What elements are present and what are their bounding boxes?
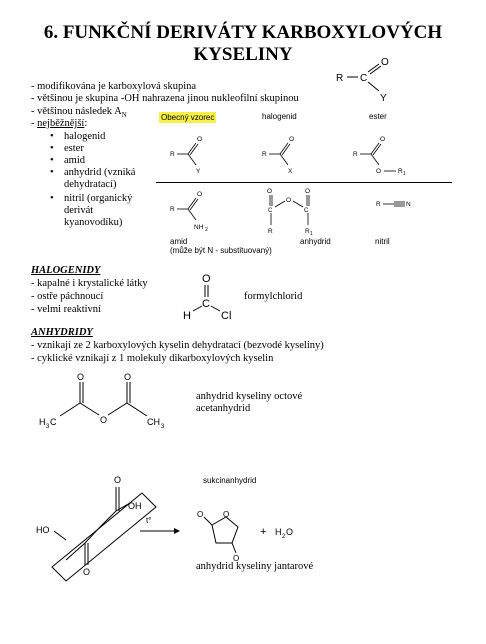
svg-text:O: O xyxy=(223,510,230,519)
acetic-anhydride-label-1: anhydrid kyseliny octové xyxy=(196,391,303,402)
svg-text:t°: t° xyxy=(146,516,152,525)
svg-text:O: O xyxy=(114,475,122,485)
anhydrides-line-2: - cyklické vznikají z 1 molekuly dikarboxylových kyselin xyxy=(31,353,274,364)
page-title-line2: KYSELINY xyxy=(193,44,293,65)
list-item: • nitril (organický derivát kyanovodíku) xyxy=(48,193,158,229)
svg-text:O: O xyxy=(202,273,211,285)
halogenides-line-3: - velmi reaktivní xyxy=(31,304,101,315)
atom-y: Y xyxy=(380,93,387,104)
list-item: • anhydrid (vzniká dehydratací) xyxy=(48,167,158,191)
svg-text:+: + xyxy=(260,526,267,538)
svg-text:C: C xyxy=(268,208,273,214)
structure-anhydrid xyxy=(267,188,313,237)
label-nitril: nitril xyxy=(375,237,390,246)
intro-line-4: - nejběžnější: xyxy=(31,118,88,129)
intro-line-3: - většinou následek $A_N$ xyxy=(31,106,127,120)
svg-text:X: X xyxy=(288,168,293,175)
page-title: 6. FUNKČNÍ DERIVÁTY KARBOXYLOVÝCH xyxy=(43,22,443,43)
formylchloride-label: formylchlorid xyxy=(244,291,303,302)
svg-text:2: 2 xyxy=(205,227,208,233)
halogenides-line-1: - kapalné i krystalické látky xyxy=(31,278,148,289)
svg-text:1: 1 xyxy=(310,231,313,237)
general-formula-diagram xyxy=(330,55,410,105)
svg-text:R: R xyxy=(262,151,267,158)
svg-text:NH: NH xyxy=(194,224,204,231)
structure-ester xyxy=(353,136,406,177)
label-general-formula: Obecný vzorec xyxy=(161,113,215,122)
svg-text:O: O xyxy=(286,527,294,537)
svg-text:R: R xyxy=(268,228,273,235)
svg-text:O: O xyxy=(289,136,295,143)
structure-general xyxy=(170,136,202,175)
svg-text:HO: HO xyxy=(36,525,50,535)
svg-text:Y: Y xyxy=(196,168,201,175)
svg-text:O: O xyxy=(380,136,386,143)
svg-text:O: O xyxy=(124,372,132,382)
svg-text:3: 3 xyxy=(161,424,165,430)
section-heading-halogenides: HALOGENIDY xyxy=(31,265,101,276)
svg-text:O: O xyxy=(267,188,273,195)
svg-text:N: N xyxy=(406,201,411,208)
structures-row-2 xyxy=(160,185,460,240)
svg-text:O: O xyxy=(197,510,204,519)
svg-text:O: O xyxy=(77,372,85,382)
halogenides-line-2: - ostře páchnoucí xyxy=(31,291,104,302)
svg-text:1: 1 xyxy=(403,171,406,177)
label-halogenid: halogenid xyxy=(262,112,297,121)
svg-text:O: O xyxy=(305,188,311,195)
structure-halogenid xyxy=(262,136,294,175)
label-amid-note: (může být N - substituovaný) xyxy=(170,246,272,255)
structures-row-1 xyxy=(160,125,460,185)
label-amid: amid xyxy=(170,237,188,246)
svg-text:OH: OH xyxy=(128,501,142,511)
svg-text:R: R xyxy=(170,206,175,213)
list-item: • halogenid xyxy=(48,131,158,143)
sukcinanhydrid-title: sukcinanhydrid xyxy=(203,476,257,485)
acetic-anhydride-label-2: acetanhydrid xyxy=(196,403,251,414)
table-divider xyxy=(156,182,452,183)
derivative-list xyxy=(48,131,158,229)
atom-o: O xyxy=(381,57,389,68)
structure-amid xyxy=(170,191,208,233)
structure-nitril xyxy=(376,201,411,208)
svg-text:H: H xyxy=(275,527,282,537)
intro-line-2: - většinou je skupina -OH nahrazena jinou nukleofilní skupinou xyxy=(31,93,299,104)
svg-text:O: O xyxy=(197,136,203,143)
svg-text:3: 3 xyxy=(46,424,50,430)
svg-text:O: O xyxy=(376,168,382,175)
svg-text:R: R xyxy=(398,168,403,175)
intro-line-1: - modifikována je karboxylová skupina xyxy=(31,81,197,92)
svg-text:R: R xyxy=(376,201,381,208)
svg-text:CH: CH xyxy=(147,417,160,427)
succinic-anhydride-label: anhydrid kyseliny jantarové xyxy=(196,561,314,572)
most-important-label: nejběžnější xyxy=(37,118,85,129)
svg-text:H: H xyxy=(39,417,46,427)
anhydrides-line-1: - vznikají ze 2 karboxylových kyselin dehydratací (bezvodé kyseliny) xyxy=(31,340,324,351)
atom-r: R xyxy=(336,73,344,84)
svg-text:R: R xyxy=(305,228,310,235)
svg-text:H: H xyxy=(183,310,191,322)
acetic-anhydride-structure xyxy=(35,370,195,435)
svg-text:O: O xyxy=(197,191,203,198)
svg-text:C: C xyxy=(50,417,57,427)
list-item: • ester xyxy=(48,143,158,155)
svg-text:C: C xyxy=(202,298,210,310)
svg-text:R: R xyxy=(170,151,175,158)
label-ester: ester xyxy=(369,112,387,121)
svg-text:O: O xyxy=(286,197,292,204)
svg-text:R: R xyxy=(353,151,358,158)
list-item: • amid xyxy=(48,155,158,167)
label-anhydrid: anhydrid xyxy=(300,237,331,246)
section-heading-anhydrides: ANHYDRIDY xyxy=(31,327,93,338)
svg-text:C: C xyxy=(304,208,309,214)
svg-text:2: 2 xyxy=(282,534,286,540)
svg-text:O: O xyxy=(100,415,108,425)
atom-c: C xyxy=(360,73,368,84)
formylchloride-structure xyxy=(180,270,250,322)
svg-text:O: O xyxy=(233,554,240,563)
svg-text:Cl: Cl xyxy=(221,310,232,322)
svg-text:O: O xyxy=(83,567,91,577)
